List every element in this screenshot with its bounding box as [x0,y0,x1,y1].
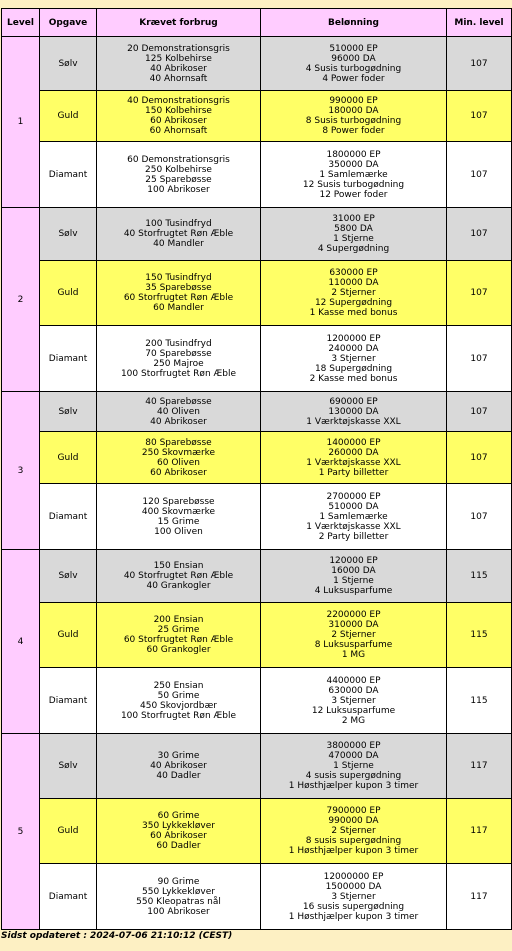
required-item: 70 Sparebøsse [145,348,212,359]
reward-item: 350000 DA [328,159,379,170]
required-cell [97,392,261,432]
required-item: 40 Storfrugtet Røn Æble [123,229,234,239]
reward-item: 7900000 EP [326,806,381,816]
table-row [2,142,512,208]
reward-item: 4 Supergødning [317,244,390,254]
reward-item: 31000 EP [332,214,375,224]
reward-item: 1400000 EP [326,437,381,448]
reward-cell [261,432,447,484]
required-item: 120 Sparebøsse [142,496,215,507]
reward-cell [261,864,447,930]
reward-item: 2 Stjerner [331,630,376,640]
required-item: 40 Grankogler [146,581,211,591]
reward-cell [261,603,447,668]
required-cell [97,484,261,550]
min-level-cell: 107 [447,37,512,91]
required-item: 80 Sparebøsse [145,437,212,448]
min-level-cell: 107 [447,208,512,261]
reward-item: 240000 DA [328,343,379,354]
required-item: 100 Oliven [154,526,203,537]
reward-item: 16000 DA [331,566,376,576]
required-item: 40 Sparebøsse [145,396,212,407]
required-item: 25 Grime [157,625,200,635]
reward-item: 2700000 EP [326,491,381,502]
required-item: 60 Dadler [156,841,201,851]
required-item: 40 Mandler [153,239,204,249]
min-level-cell: 107 [447,91,512,142]
reward-item: 1 Party billetter [318,467,389,478]
opgave-cell: Sølv [40,550,97,603]
table-row [2,484,512,550]
reward-item: 1 Stjerne [333,234,374,244]
reward-item: 2 Kasse med bonus [309,373,398,384]
min-level-cell: 117 [447,734,512,799]
reward-item: 8 Power foder [322,126,385,136]
reward-item: 8 Susis turbogødning [305,116,402,126]
reward-item: 120000 EP [329,556,378,566]
required-cell [97,799,261,864]
required-item: 60 Abrikoser [150,831,207,841]
reward-item: 96000 DA [331,53,376,64]
required-item: 60 Mandler [153,303,204,313]
quest-body [2,37,512,930]
reward-item: 4 Power foder [322,73,385,84]
reward-item: 1 Kasse med bonus [309,308,398,318]
required-cell [97,668,261,734]
opgave-cell: Diamant [40,484,97,550]
level-cell: 1 [2,37,40,208]
reward-cell [261,550,447,603]
reward-item: 8 susis supergødning [305,836,402,846]
reward-item: 510000 EP [329,43,378,54]
required-item: 100 Tusindfryd [145,219,212,229]
required-cell [97,208,261,261]
reward-item: 180000 DA [328,106,379,116]
min-level-cell: 107 [447,484,512,550]
reward-item: 2 Party billetter [318,531,389,542]
min-level-cell: 107 [447,261,512,326]
reward-item: 2200000 EP [326,610,381,620]
required-item: 100 Abrikoser [147,184,210,195]
min-level-cell: 107 [447,392,512,432]
reward-item: 1 Stjerne [333,761,374,771]
min-level-cell: 115 [447,668,512,734]
opgave-cell: Guld [40,432,97,484]
table-row [2,261,512,326]
required-item: 350 Lykkekløver [142,821,215,831]
min-level-cell: 117 [447,799,512,864]
header-row [2,9,512,37]
required-item: 550 Lykkekløver [142,886,215,897]
opgave-cell: Sølv [40,37,97,91]
reward-item: 1 Værktøjskasse XXL [306,457,401,468]
required-item: 15 Grime [157,516,200,527]
required-item: 60 Grankogler [146,645,211,655]
opgave-cell: Diamant [40,326,97,392]
reward-item: 1 Værktøjskasse XXL [306,521,401,532]
required-item: 200 Ensian [153,615,204,625]
min-level-cell: 117 [447,864,512,930]
required-item: 60 Storfrugtet Røn Æble [123,635,234,645]
reward-item: 990000 DA [328,816,379,826]
reward-item: 1500000 DA [325,881,382,892]
reward-cell [261,668,447,734]
reward-cell [261,142,447,208]
opgave-cell: Diamant [40,864,97,930]
opgave-cell: Guld [40,603,97,668]
required-cell [97,261,261,326]
min-level-cell: 115 [447,603,512,668]
required-item: 125 Kolbehirse [145,53,212,64]
reward-item: 990000 EP [329,96,378,106]
opgave-cell: Diamant [40,142,97,208]
reward-item: 3 Stjerner [331,695,376,706]
reward-item: 630000 EP [329,268,378,278]
reward-cell [261,37,447,91]
level-cell: 3 [2,392,40,550]
header-required: Krævet forbrug [97,9,261,37]
required-item: 400 Skovmærke [141,506,216,517]
required-item: 40 Abrikoser [150,416,207,427]
table-row [2,668,512,734]
reward-item: 1 Stjerne [333,576,374,586]
min-level-cell: 107 [447,142,512,208]
required-cell [97,37,261,91]
reward-item: 1800000 EP [326,149,381,160]
table-row [2,392,512,432]
min-level-cell: 115 [447,550,512,603]
reward-item: 110000 DA [328,278,379,288]
required-item: 550 Kleopatras nål [136,896,221,907]
table-row [2,91,512,142]
required-cell [97,864,261,930]
reward-cell [261,326,447,392]
required-item: 60 Demonstrationsgris [127,154,230,165]
reward-cell [261,208,447,261]
reward-item: 1 Høsthjælper kupon 3 timer [288,846,419,856]
required-item: 200 Tusindfryd [145,338,212,349]
required-item: 250 Kolbehirse [145,164,212,175]
reward-item: 16 susis supergødning [302,901,405,912]
required-item: 20 Demonstrationsgris [127,43,230,54]
opgave-cell: Diamant [40,668,97,734]
required-item: 100 Storfrugtet Røn Æble [120,368,237,379]
level-cell: 4 [2,550,40,734]
reward-item: 12 Power foder [319,189,388,200]
reward-item: 3800000 EP [326,741,381,751]
header-reward: Belønning [261,9,447,37]
required-item: 100 Abrikoser [147,906,210,917]
reward-item: 1 Værktøjskasse XXL [306,416,401,427]
required-item: 250 Majroe [153,358,204,369]
reward-item: 12000000 EP [323,871,384,882]
required-item: 40 Demonstrationsgris [127,96,230,106]
required-cell [97,550,261,603]
min-level-cell: 107 [447,432,512,484]
opgave-cell: Guld [40,799,97,864]
required-item: 40 Abrikoser [150,63,207,74]
table-row [2,799,512,864]
table-row [2,432,512,484]
reward-item: 470000 DA [328,751,379,761]
reward-item: 4 susis supergødning [305,771,402,781]
reward-item: 310000 DA [328,620,379,630]
reward-item: 260000 DA [328,447,379,458]
reward-item: 1 MG [341,650,366,660]
table-row [2,208,512,261]
reward-item: 12 Supergødning [314,298,393,308]
table-row [2,864,512,930]
required-item: 40 Abrikoser [150,761,207,771]
reward-item: 510000 DA [328,501,379,512]
required-item: 60 Abrikoser [150,467,207,478]
reward-item: 1 Samlemærke [319,511,388,522]
required-cell [97,432,261,484]
required-item: 30 Grime [157,751,200,761]
reward-item: 690000 EP [329,396,378,407]
required-item: 35 Sparebøsse [145,283,212,293]
min-level-cell: 107 [447,326,512,392]
required-item: 60 Grime [157,811,200,821]
required-item: 60 Oliven [157,457,200,468]
reward-item: 2 Stjerner [331,826,376,836]
reward-cell [261,799,447,864]
required-cell [97,326,261,392]
table-row [2,326,512,392]
required-cell [97,142,261,208]
opgave-cell: Guld [40,261,97,326]
required-item: 150 Tusindfryd [145,273,212,283]
reward-item: 8 Luksusparfume [314,640,393,650]
required-item: 150 Ensian [153,561,204,571]
header-level: Level [2,9,40,37]
opgave-cell: Guld [40,91,97,142]
reward-cell [261,261,447,326]
required-item: 60 Abrikoser [150,116,207,126]
required-cell [97,603,261,668]
table-row [2,37,512,91]
required-item: 100 Storfrugtet Røn Æble [120,710,237,721]
table-row [2,734,512,799]
header-opgave: Opgave [40,9,97,37]
level-cell: 5 [2,734,40,930]
level-cell: 2 [2,208,40,392]
reward-item: 1 Høsthjælper kupon 3 timer [288,911,419,922]
required-item: 250 Ensian [153,680,204,691]
reward-item: 1 Høsthjælper kupon 3 timer [288,781,419,791]
required-item: 60 Storfrugtet Røn Æble [123,293,234,303]
table-row [2,603,512,668]
reward-item: 2 Stjerner [331,288,376,298]
opgave-cell: Sølv [40,208,97,261]
reward-item: 2 MG [341,715,366,726]
header-min-level: Min. level [447,9,512,37]
required-item: 450 Skovjordbær [140,700,217,711]
reward-item: 4 Luksusparfume [314,586,393,596]
reward-item: 12 Susis turbogødning [302,179,405,190]
required-item: 90 Grime [157,876,200,887]
required-cell [97,91,261,142]
table-row [2,550,512,603]
reward-item: 1 Samlemærke [319,169,388,180]
reward-item: 630000 DA [328,685,379,696]
opgave-cell: Sølv [40,392,97,432]
required-item: 40 Dadler [156,771,201,781]
required-item: 50 Grime [157,690,200,701]
reward-cell [261,392,447,432]
reward-item: 1200000 EP [326,333,381,344]
required-item: 60 Ahornsaft [149,126,208,136]
required-item: 40 Oliven [157,406,200,417]
opgave-cell: Sølv [40,734,97,799]
required-item: 150 Kolbehirse [145,106,212,116]
reward-cell [261,734,447,799]
required-cell [97,734,261,799]
quest-table [1,8,512,930]
reward-item: 3 Stjerner [331,353,376,364]
reward-item: 18 Supergødning [314,363,393,374]
reward-item: 12 Luksusparfume [311,705,396,716]
reward-item: 4400000 EP [326,675,381,686]
reward-cell [261,484,447,550]
reward-item: 130000 DA [328,406,379,417]
reward-cell [261,91,447,142]
reward-item: 4 Susis turbogødning [305,63,402,74]
required-item: 40 Ahornsaft [149,73,208,84]
required-item: 25 Sparebøsse [145,174,212,185]
required-item: 250 Skovmærke [141,447,216,458]
reward-item: 5800 DA [334,224,373,234]
required-item: 40 Storfrugtet Røn Æble [123,571,234,581]
last-updated: Sidst opdateret : 2024-07-06 21:10:12 (CEST) [1,931,233,941]
reward-item: 3 Stjerner [331,891,376,902]
